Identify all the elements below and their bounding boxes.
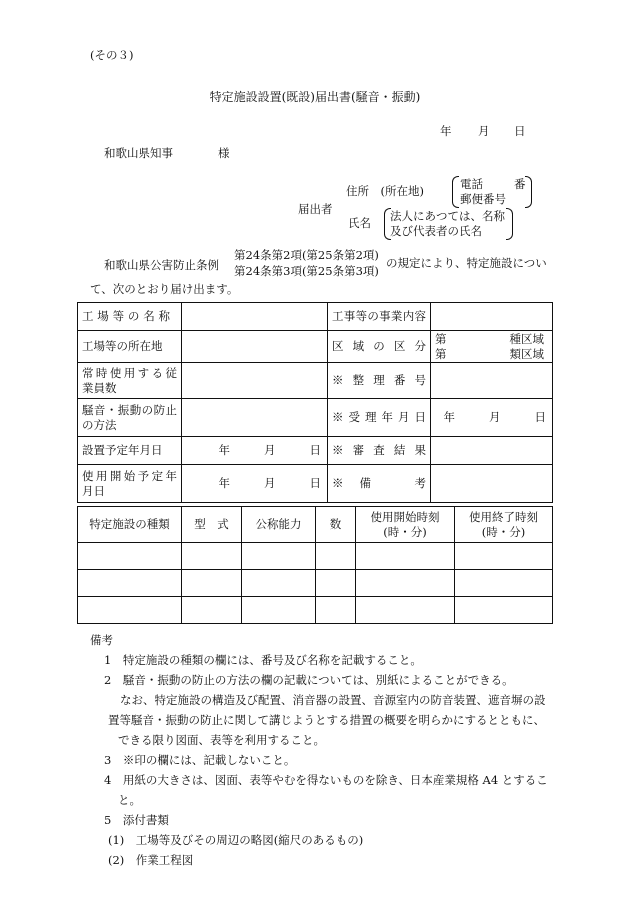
facility-cell[interactable] (455, 543, 553, 570)
form-row-4 (78, 399, 553, 437)
start-month: 月 (264, 476, 276, 491)
factory-name-label: 工場等の名称 (78, 303, 182, 331)
note-2: 2 騒音・振動の防止の方法の欄の記載については、別紙によることができる。 (104, 673, 514, 687)
document-title: 特定施設設置(既設)届出書(騒音・振動) (209, 90, 421, 104)
start-day: 日 (309, 476, 321, 491)
form-row-6 (78, 465, 553, 503)
factory-location-field[interactable] (182, 331, 328, 363)
employees-label: 常時使用する従 業員数 (78, 363, 182, 399)
facility-cell[interactable] (182, 570, 242, 597)
name-note-2: 及び代表者の氏名 (390, 224, 482, 238)
ordinance-name: 和歌山県公害防止条例 (104, 258, 219, 272)
facility-cell[interactable] (182, 543, 242, 570)
postal-label: 郵便番号 (460, 192, 506, 206)
phone-suffix: 番 (514, 177, 526, 191)
received-month: 月 (489, 410, 501, 425)
install-month: 月 (264, 443, 276, 458)
start-date-label: 使用開始予定年 月日 (78, 465, 182, 503)
ref-no-field[interactable] (431, 363, 553, 399)
facility-cell[interactable] (356, 570, 455, 597)
factory-name-field[interactable] (182, 303, 328, 331)
form-table (77, 302, 553, 503)
remarks-label: ※備 考 (328, 465, 431, 503)
facility-cell[interactable] (316, 570, 356, 597)
facility-cell[interactable] (316, 543, 356, 570)
phone-bracket-left (452, 176, 459, 208)
received-year: 年 (443, 410, 455, 425)
attachment-2: (2) 作業工程図 (108, 853, 194, 867)
start-year: 年 (218, 476, 230, 491)
article-1: 第24条第2項(第25条第2項) (234, 248, 379, 262)
form-row-3 (78, 363, 553, 399)
zone-field[interactable] (431, 331, 553, 363)
article-2: 第24条第3項(第25条第3項) (234, 264, 379, 278)
facility-row (78, 597, 553, 624)
received-date-field[interactable] (431, 399, 553, 437)
facility-cell[interactable] (455, 597, 553, 624)
note-2-line-3: 置等騒音・振動の防止に関して講じようとする措置の概要を明らかにするとともに、 (108, 713, 545, 727)
facility-row (78, 543, 553, 570)
addressee-suffix: 様 (218, 146, 230, 160)
prevention-label: 騒音・振動の防止 の方法 (78, 399, 182, 437)
note-2-line-2: なお、特定施設の構造及び配置、消音器の設置、音源室内の防音装置、遮音塀の設 (120, 693, 546, 707)
zone-1-prefix: 第 (435, 331, 447, 346)
facility-header-row (78, 507, 553, 543)
col-start-time: 使用開始時刻 (時・分) (356, 507, 455, 543)
note-3: 3 ※印の欄には、記載しないこと。 (104, 753, 296, 767)
col-count: 数 (316, 507, 356, 543)
addressee: 和歌山県知事 (104, 146, 173, 160)
facility-cell[interactable] (242, 597, 316, 624)
zone-label: 区域の区分 (328, 331, 431, 363)
install-year: 年 (218, 443, 230, 458)
col-end-time: 使用終了時刻 (時・分) (455, 507, 553, 543)
received-date-label: ※受理年月日 (328, 399, 431, 437)
facility-cell[interactable] (356, 543, 455, 570)
form-row-5 (78, 437, 553, 465)
install-date-field[interactable] (182, 437, 328, 465)
install-day: 日 (309, 443, 321, 458)
employees-field[interactable] (182, 363, 328, 399)
inspection-field[interactable] (431, 437, 553, 465)
attachment-1: (1) 工場等及びその周辺の略図(縮尺のあるもの) (108, 833, 364, 847)
facility-cell[interactable] (78, 597, 182, 624)
work-content-field[interactable] (431, 303, 553, 331)
facility-cell[interactable] (316, 597, 356, 624)
date-year: 年 (440, 124, 452, 138)
notes-heading: 備考 (90, 633, 113, 647)
form-row-2 (78, 331, 553, 363)
col-capacity: 公称能力 (242, 507, 316, 543)
facility-row (78, 570, 553, 597)
date-day: 日 (514, 124, 526, 138)
body-line-2: て、次のとおり届け出ます。 (90, 282, 239, 296)
install-date-label: 設置予定年月日 (78, 437, 182, 465)
facility-table (77, 506, 553, 624)
facility-cell[interactable] (356, 597, 455, 624)
name-bracket-right (506, 208, 513, 240)
notifier-label: 届出者 (298, 202, 333, 216)
facility-cell[interactable] (242, 570, 316, 597)
form-row-1 (78, 303, 553, 331)
zone-1-suffix: 種区域 (509, 331, 544, 346)
facility-cell[interactable] (182, 597, 242, 624)
col-model: 型 式 (182, 507, 242, 543)
facility-cell[interactable] (455, 570, 553, 597)
phone-bracket-right (525, 176, 532, 208)
zone-2-prefix: 第 (435, 346, 447, 361)
start-date-field[interactable] (182, 465, 328, 503)
ref-no-label: ※整理番号 (328, 363, 431, 399)
note-5: 5 添付書類 (104, 813, 169, 827)
note-4-line-2: と。 (118, 793, 141, 807)
facility-cell[interactable] (78, 543, 182, 570)
note-2-line-4: できる限り図面、表等を利用すること。 (118, 733, 325, 747)
factory-location-label: 工場等の所在地 (78, 331, 182, 363)
facility-cell[interactable] (242, 543, 316, 570)
prevention-field[interactable] (182, 399, 328, 437)
name-note-1: 法人にあつては、名称 (390, 209, 505, 223)
work-content-label: 工事等の事業内容 (328, 303, 431, 331)
col-facility-type: 特定施設の種類 (78, 507, 182, 543)
address-label: 住所 (所在地) (346, 184, 424, 198)
body-trail: の規定により、特定施設につい (386, 256, 547, 270)
received-day: 日 (534, 410, 546, 425)
date-month: 月 (478, 124, 490, 138)
form-number: (その３) (90, 48, 134, 62)
note-4: 4 用紙の大きさは、図面、表等やむを得ないものを除き、日本産業規格 A4 とするこ (104, 773, 548, 787)
facility-cell[interactable] (78, 570, 182, 597)
phone-label: 電話 (460, 177, 483, 191)
note-1: 1 特定施設の種類の欄には、番号及び名称を記載すること。 (104, 653, 422, 667)
remarks-field[interactable] (431, 465, 553, 503)
zone-2-suffix: 類区域 (509, 346, 544, 361)
inspection-label: ※審査結果 (328, 437, 431, 465)
name-label: 氏名 (348, 216, 371, 230)
